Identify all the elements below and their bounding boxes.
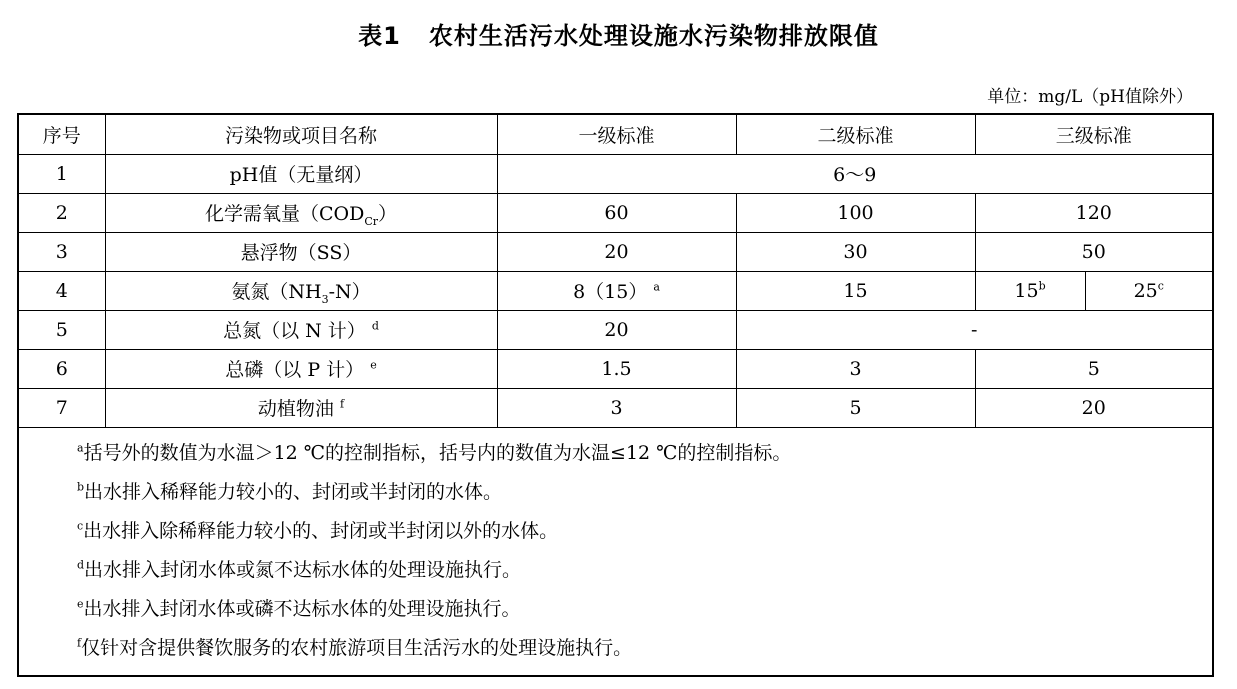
- cell-level3-a: [975, 271, 1085, 310]
- footnote-line: [77, 473, 1212, 512]
- header-name: 污染物或项目名称: [105, 115, 497, 154]
- name-subscript: 3: [321, 292, 329, 306]
- footnote-text: 出水排入封闭水体或磷不达标水体的处理设施执行。: [83, 597, 521, 620]
- cell-level3: 50: [975, 232, 1212, 271]
- footnote-text: 出水排入封闭水体或氮不达标水体的处理设施执行。: [84, 558, 522, 581]
- cell-level2: 3: [736, 349, 975, 388]
- value: 8（15）: [573, 281, 648, 303]
- cell-merged-value: 6～9: [497, 154, 1212, 193]
- cell-seq: 4: [19, 271, 105, 310]
- cell-name: [105, 193, 497, 232]
- cell-level23: -: [736, 310, 1212, 349]
- footnote-mark: a: [77, 441, 84, 455]
- cell-level1: [497, 271, 736, 310]
- footnote-mark: a: [653, 280, 660, 294]
- cell-seq: 6: [19, 349, 105, 388]
- table-row: [19, 154, 1212, 193]
- name-subscript: Cr: [364, 214, 379, 228]
- footnote-text: 出水排入除稀释能力较小的、封闭或半封闭以外的水体。: [83, 519, 559, 542]
- cell-level1: 20: [497, 310, 736, 349]
- unit-label: 单位：mg/L（pH值除外）: [987, 87, 1193, 107]
- footnote-text: 出水排入稀释能力较小的、封闭或半封闭的水体。: [84, 480, 503, 503]
- limits-table: [17, 113, 1214, 677]
- cell-seq: 5: [19, 310, 105, 349]
- cell-name: [105, 349, 497, 388]
- table-row: [19, 310, 1212, 349]
- cell-seq: 2: [19, 193, 105, 232]
- cell-level1: 60: [497, 193, 736, 232]
- cell-level2: 15: [736, 271, 975, 310]
- table-row: [19, 388, 1212, 427]
- footnote-mark: c: [77, 519, 84, 533]
- cell-seq: 1: [19, 154, 105, 193]
- cell-level3: 120: [975, 193, 1212, 232]
- name-part: 化学需氧量（COD: [204, 203, 365, 225]
- header-seq: 序号: [19, 115, 105, 154]
- cell-level2: 5: [736, 388, 975, 427]
- cell-level1: 20: [497, 232, 736, 271]
- cell-name: 悬浮物（SS）: [105, 232, 497, 271]
- footnote-mark: e: [370, 358, 377, 372]
- name-part: ）: [378, 203, 398, 225]
- name-part: -N）: [328, 281, 371, 303]
- table-number: 表1: [358, 22, 401, 50]
- cell-name: [105, 271, 497, 310]
- footnotes: [19, 428, 1212, 668]
- cell-name: [105, 388, 497, 427]
- cell-level1: 3: [497, 388, 736, 427]
- value: 25: [1133, 279, 1158, 302]
- value: 15: [1014, 279, 1039, 302]
- table-row: [19, 349, 1212, 388]
- footnote-mark: b: [77, 480, 85, 494]
- table-row: [19, 193, 1212, 232]
- footnote-text: 仅针对含提供餐饮服务的农村旅游项目生活污水的处理设施执行。: [81, 636, 633, 659]
- table-row: [19, 271, 1212, 310]
- footnote-line: [77, 629, 1212, 668]
- header-level3: 三级标准: [975, 115, 1212, 154]
- cell-name: [105, 310, 497, 349]
- table-title-text: 农村生活污水处理设施水污染物排放限值: [428, 22, 879, 50]
- cell-level1: 1.5: [497, 349, 736, 388]
- cell-seq: 3: [19, 232, 105, 271]
- name-part: 动植物油: [257, 398, 334, 420]
- table-row: [19, 232, 1212, 271]
- cell-level3-b: [1085, 271, 1212, 310]
- name-part: 总磷（以 P 计）: [225, 359, 365, 381]
- name-part: 氨氮（NH: [231, 281, 322, 303]
- footnote-mark: f: [339, 397, 345, 411]
- table-header-row: [19, 115, 1212, 154]
- cell-level3: 5: [975, 349, 1212, 388]
- cell-name: pH值（无量纲）: [105, 154, 497, 193]
- footnote-mark: b: [1038, 279, 1046, 293]
- footnote-mark: e: [77, 597, 84, 611]
- header-level2: 二级标准: [736, 115, 975, 154]
- footnote-line: [77, 434, 1212, 473]
- footnote-line: [77, 590, 1212, 629]
- name-part: 总氮（以 N 计）: [223, 320, 366, 342]
- footnote-mark: c: [1157, 279, 1164, 293]
- cell-level2: 100: [736, 193, 975, 232]
- table-title: [0, 16, 1237, 51]
- footnote-text: 括号外的数值为水温＞12 ℃的控制指标，括号内的数值为水温≤12 ℃的控制指标。: [83, 441, 792, 464]
- cell-seq: 7: [19, 388, 105, 427]
- footnote-line: [77, 551, 1212, 590]
- header-level1: 一级标准: [497, 115, 736, 154]
- footnote-mark: d: [371, 319, 379, 333]
- cell-level2: 30: [736, 232, 975, 271]
- cell-level3: 20: [975, 388, 1212, 427]
- footnote-mark: f: [77, 636, 82, 650]
- footnote-mark: d: [77, 558, 85, 572]
- footnote-line: [77, 512, 1212, 551]
